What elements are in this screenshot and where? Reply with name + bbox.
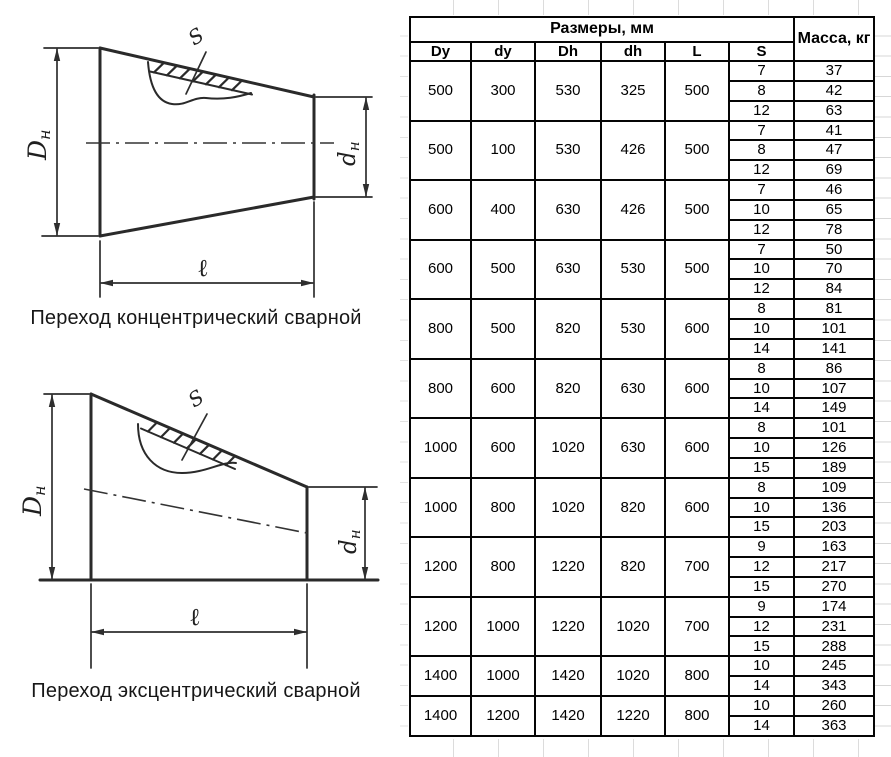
cell-dy: 600: [471, 418, 535, 478]
large-diameter-label: Dн: [23, 129, 54, 160]
cell-dy: 1200: [471, 696, 535, 736]
cell-mass: 203: [794, 517, 874, 537]
thickness-label: S: [183, 22, 209, 51]
grid-stub-right: [874, 16, 891, 738]
cell-mass: 363: [794, 716, 874, 736]
cell-L: 700: [665, 537, 729, 597]
cell-S: 12: [729, 160, 794, 180]
cell-Dh: 1020: [535, 418, 601, 478]
cell-dy: 600: [471, 359, 535, 419]
cell-mass: 69: [794, 160, 874, 180]
eccentric-centerline: [84, 489, 312, 534]
cell-dh: 630: [601, 359, 665, 419]
cell-mass: 86: [794, 359, 874, 379]
cell-dh: 630: [601, 418, 665, 478]
cell-mass: 101: [794, 418, 874, 438]
column-header-L: L: [665, 42, 729, 61]
cell-dh: 426: [601, 121, 665, 181]
cell-mass: 141: [794, 339, 874, 359]
table-row: [410, 180, 874, 200]
eccentric-cutaway-section: [138, 414, 236, 473]
cell-L: 600: [665, 418, 729, 478]
cell-S: 8: [729, 81, 794, 101]
cell-S: 10: [729, 498, 794, 518]
cell-Dy: 500: [410, 121, 471, 181]
cell-S: 9: [729, 537, 794, 557]
cell-Dh: 1420: [535, 656, 601, 696]
table-row: [410, 240, 874, 260]
cell-mass: 126: [794, 438, 874, 458]
cell-S: 14: [729, 398, 794, 418]
cell-L: 500: [665, 180, 729, 240]
cell-L: 700: [665, 597, 729, 657]
table-row: [410, 61, 874, 81]
cell-mass: 107: [794, 379, 874, 399]
cell-S: 10: [729, 696, 794, 716]
cell-mass: 217: [794, 557, 874, 577]
length-label: ℓ: [195, 253, 210, 283]
cell-mass: 41: [794, 121, 874, 141]
cell-mass: 163: [794, 537, 874, 557]
cell-S: 14: [729, 339, 794, 359]
cell-mass: 63: [794, 101, 874, 121]
large-diameter-label: Dн: [18, 485, 49, 516]
drawing-eccentric: [18, 385, 378, 668]
cell-Dh: 630: [535, 180, 601, 240]
cell-dh: 1220: [601, 696, 665, 736]
cell-S: 9: [729, 597, 794, 617]
table-row: [410, 597, 874, 617]
cell-dh: 530: [601, 240, 665, 300]
cell-S: 14: [729, 676, 794, 696]
cell-L: 500: [665, 240, 729, 300]
cell-mass: 174: [794, 597, 874, 617]
cell-mass: 109: [794, 478, 874, 498]
cell-S: 15: [729, 458, 794, 478]
cell-S: 8: [729, 140, 794, 160]
caption-eccentric: Переход эксцентрический сварной: [31, 680, 361, 702]
table-row: [410, 537, 874, 557]
cell-S: 10: [729, 319, 794, 339]
cell-mass: 189: [794, 458, 874, 478]
cell-L: 600: [665, 299, 729, 359]
concentric-small-dia-dimension: [316, 97, 372, 197]
cell-S: 10: [729, 259, 794, 279]
cell-dh: 820: [601, 537, 665, 597]
grid-stub-bottom: [409, 739, 873, 757]
column-header-S: S: [729, 42, 794, 61]
concentric-large-dia-dimension: [23, 48, 98, 236]
cell-S: 7: [729, 240, 794, 260]
cell-S: 10: [729, 656, 794, 676]
cell-dy: 1000: [471, 597, 535, 657]
cell-Dy: 500: [410, 61, 471, 121]
cell-mass: 101: [794, 319, 874, 339]
cell-Dy: 1000: [410, 418, 471, 478]
cell-dh: 1020: [601, 597, 665, 657]
table-row: [410, 121, 874, 141]
cell-Dh: 530: [535, 121, 601, 181]
cell-dh: 325: [601, 61, 665, 121]
cell-dy: 800: [471, 537, 535, 597]
cell-S: 8: [729, 418, 794, 438]
cell-mass: 42: [794, 81, 874, 101]
cell-S: 7: [729, 61, 794, 81]
cell-S: 12: [729, 617, 794, 637]
table-row: [410, 299, 874, 319]
cell-L: 800: [665, 696, 729, 736]
cell-mass: 50: [794, 240, 874, 260]
table-row: [410, 696, 874, 716]
cell-dh: 820: [601, 478, 665, 538]
cell-mass: 81: [794, 299, 874, 319]
eccentric-length-dimension: [91, 584, 307, 668]
eccentric-small-dia-dimension: [309, 487, 377, 580]
cell-Dy: 600: [410, 240, 471, 300]
mass-header: Масса, кг: [794, 17, 874, 61]
cell-Dy: 800: [410, 359, 471, 419]
cell-dh: 1020: [601, 656, 665, 696]
cell-mass: 245: [794, 656, 874, 676]
cell-mass: 37: [794, 61, 874, 81]
table-row: [410, 656, 874, 676]
cell-L: 500: [665, 61, 729, 121]
cell-S: 10: [729, 438, 794, 458]
cell-Dy: 800: [410, 299, 471, 359]
cell-S: 8: [729, 359, 794, 379]
cell-mass: 78: [794, 220, 874, 240]
caption-concentric: Переход концентрический сварной: [30, 307, 362, 329]
cell-S: 8: [729, 478, 794, 498]
cell-mass: 46: [794, 180, 874, 200]
cell-Dh: 530: [535, 61, 601, 121]
technical-drawings: [0, 0, 408, 757]
thickness-leader-line: [182, 414, 207, 460]
cell-L: 600: [665, 359, 729, 419]
cell-Dy: 1000: [410, 478, 471, 538]
cell-dy: 1000: [471, 656, 535, 696]
cell-S: 12: [729, 101, 794, 121]
cell-S: 15: [729, 517, 794, 537]
column-header-dy: dy: [471, 42, 535, 61]
cell-mass: 84: [794, 279, 874, 299]
cell-mass: 149: [794, 398, 874, 418]
table-row: [410, 478, 874, 498]
cell-L: 800: [665, 656, 729, 696]
grid-stub-top: [409, 0, 873, 15]
cell-dy: 500: [471, 240, 535, 300]
cell-Dy: 1400: [410, 656, 471, 696]
cell-mass: 136: [794, 498, 874, 518]
cell-mass: 70: [794, 259, 874, 279]
thickness-label: S: [183, 384, 209, 413]
column-header-Dy: Dy: [410, 42, 471, 61]
cell-Dy: 1200: [410, 597, 471, 657]
cell-S: 10: [729, 379, 794, 399]
cell-mass: 260: [794, 696, 874, 716]
cell-S: 14: [729, 716, 794, 736]
cell-L: 500: [665, 121, 729, 181]
cell-dy: 300: [471, 61, 535, 121]
cell-dh: 426: [601, 180, 665, 240]
cell-Dy: 1400: [410, 696, 471, 736]
small-diameter-label: dн: [335, 141, 363, 166]
cell-S: 8: [729, 299, 794, 319]
table-row: [410, 359, 874, 379]
cell-mass: 47: [794, 140, 874, 160]
cell-mass: 270: [794, 577, 874, 597]
cell-Dh: 630: [535, 240, 601, 300]
cell-S: 10: [729, 200, 794, 220]
cell-dy: 800: [471, 478, 535, 538]
cell-S: 7: [729, 180, 794, 200]
cell-dh: 530: [601, 299, 665, 359]
table-row: [410, 418, 874, 438]
cell-Dh: 820: [535, 299, 601, 359]
cell-Dh: 1020: [535, 478, 601, 538]
cell-dy: 400: [471, 180, 535, 240]
cell-S: 12: [729, 220, 794, 240]
column-header-Dh: Dh: [535, 42, 601, 61]
drawing-concentric: [23, 23, 372, 297]
cell-Dh: 1420: [535, 696, 601, 736]
eccentric-large-dia-dimension: [18, 394, 89, 580]
cell-Dh: 1220: [535, 537, 601, 597]
column-header-dh: dh: [601, 42, 665, 61]
cell-S: 12: [729, 557, 794, 577]
cell-mass: 231: [794, 617, 874, 637]
cell-dy: 500: [471, 299, 535, 359]
cell-S: 15: [729, 577, 794, 597]
cell-mass: 65: [794, 200, 874, 220]
length-label: ℓ: [187, 602, 202, 632]
cell-L: 600: [665, 478, 729, 538]
table-title: Размеры, мм: [410, 17, 794, 42]
cell-Dy: 600: [410, 180, 471, 240]
cell-Dh: 820: [535, 359, 601, 419]
cell-Dh: 1220: [535, 597, 601, 657]
cell-Dy: 1200: [410, 537, 471, 597]
small-diameter-label: dн: [336, 529, 364, 554]
cell-mass: 288: [794, 636, 874, 656]
dimensions-table: [409, 16, 875, 737]
cell-dy: 100: [471, 121, 535, 181]
concentric-body-outline: [100, 48, 314, 236]
cell-S: 7: [729, 121, 794, 141]
cell-S: 15: [729, 636, 794, 656]
cell-S: 12: [729, 279, 794, 299]
cell-mass: 343: [794, 676, 874, 696]
